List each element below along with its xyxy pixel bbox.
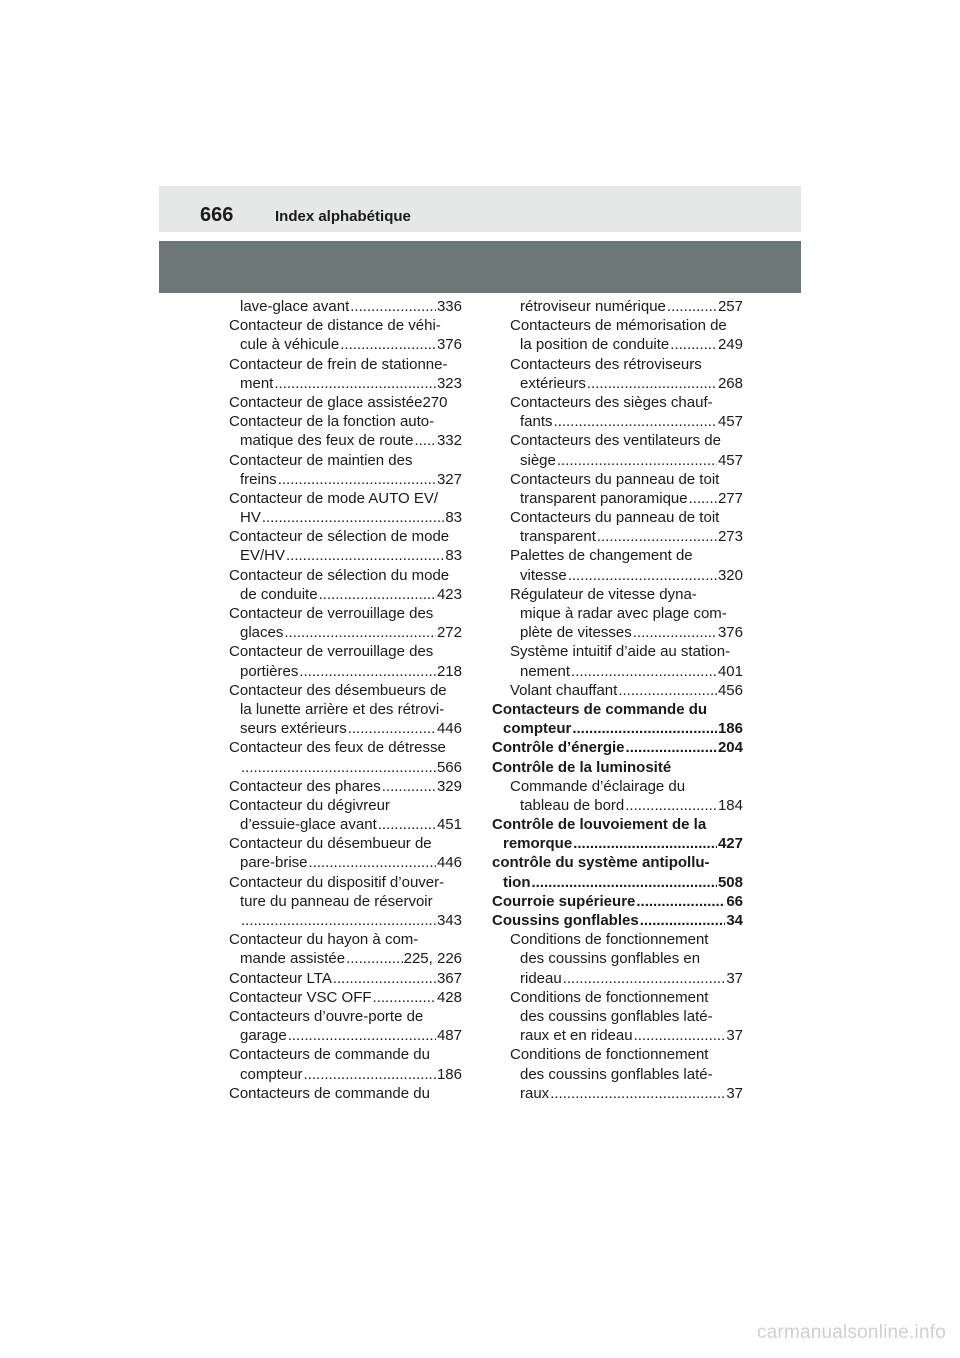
index-entry-text: cule à véhicule bbox=[240, 336, 340, 354]
dot-leader bbox=[618, 681, 717, 700]
index-entry-line bbox=[229, 1026, 462, 1045]
index-entry-line bbox=[229, 355, 462, 374]
index-entry-line bbox=[492, 834, 743, 853]
dot-leader bbox=[288, 1026, 436, 1045]
index-entry-text: Courroie supérieure bbox=[492, 892, 636, 910]
index-entry-line bbox=[492, 988, 743, 1007]
dot-leader bbox=[241, 911, 436, 930]
index-entry-text: d’essuie-glace avant bbox=[240, 816, 377, 834]
dot-leader bbox=[626, 738, 717, 757]
index-entry-line bbox=[492, 527, 743, 546]
dot-leader bbox=[284, 623, 436, 642]
index-entry-page: 566 bbox=[436, 758, 462, 776]
dot-leader bbox=[557, 451, 717, 470]
index-entry-line bbox=[492, 758, 743, 777]
index-entry-line bbox=[492, 316, 743, 335]
watermark: carmanualsonline.info bbox=[756, 1322, 946, 1343]
index-entry-page: 457 bbox=[717, 413, 743, 431]
index-entry-line bbox=[492, 585, 743, 604]
index-entry-text: Conditions de fonctionnement bbox=[510, 931, 709, 949]
dot-leader bbox=[309, 853, 436, 872]
index-entry-text: Contacteurs des rétroviseurs bbox=[510, 355, 702, 373]
index-entry-line bbox=[492, 777, 743, 796]
index-entry-text: garage bbox=[240, 1027, 287, 1045]
index-entry-page: 456 bbox=[717, 681, 743, 699]
index-entry-line bbox=[492, 969, 743, 988]
index-entry-page: 83 bbox=[445, 509, 462, 527]
index-entry-text: compteur bbox=[240, 1065, 303, 1083]
dot-leader bbox=[532, 873, 717, 892]
index-entry-page: 446 bbox=[436, 854, 462, 872]
index-entry-text: tion bbox=[503, 873, 531, 891]
index-entry-page: 83 bbox=[445, 547, 462, 565]
index-entry-line bbox=[492, 873, 743, 892]
index-entry-page: 204 bbox=[717, 739, 743, 757]
index-entry-text: Commande d’éclairage du bbox=[510, 777, 686, 795]
index-entry-line bbox=[229, 489, 462, 508]
index-entry-line bbox=[492, 566, 743, 585]
index-entry-text: EV/HV bbox=[240, 547, 286, 565]
dot-leader bbox=[340, 335, 436, 354]
index-entry-text: Contacteur de mode AUTO EV/ bbox=[229, 489, 438, 507]
index-entry-line bbox=[229, 335, 462, 354]
index-entry-page: 34 bbox=[726, 912, 743, 929]
index-entry-line bbox=[229, 738, 462, 757]
index-entry-page: 508 bbox=[717, 873, 743, 891]
index-entry-line bbox=[229, 316, 462, 335]
index-entry-page: 218 bbox=[436, 662, 462, 680]
index-entry-page: 428 bbox=[436, 988, 462, 1006]
index-entry-text: mique à radar avec plage com- bbox=[520, 605, 727, 622]
index-entry-text: extérieurs bbox=[520, 374, 586, 392]
index-entry-line bbox=[229, 949, 462, 968]
index-entry-line bbox=[229, 642, 462, 661]
dot-leader bbox=[414, 431, 436, 450]
index-entry-page: 225, 226 bbox=[403, 950, 462, 968]
index-entry-line bbox=[229, 853, 462, 872]
index-entry-line bbox=[229, 969, 462, 988]
index-entry-line bbox=[492, 431, 743, 450]
index-entry-text: la lunette arrière et des rétrovi- bbox=[240, 700, 445, 718]
index-entry-text: Palettes de changement de bbox=[510, 547, 693, 565]
index-entry-text: Contacteur du désembueur de bbox=[229, 835, 432, 853]
index-entry-line bbox=[229, 1007, 462, 1026]
index-entry-text: ment bbox=[240, 374, 274, 392]
index-entry-page: 323 bbox=[436, 374, 462, 392]
index-entry-page: 273 bbox=[717, 528, 743, 546]
index-entry-text: Coussins gonflables bbox=[492, 912, 639, 929]
dot-leader bbox=[587, 374, 717, 393]
index-column-left bbox=[229, 297, 462, 1103]
index-entry-page: 268 bbox=[717, 374, 743, 392]
index-entry-line bbox=[492, 815, 743, 834]
dot-leader bbox=[319, 585, 436, 604]
index-entry-text: Contrôle d’énergie bbox=[492, 739, 625, 757]
index-entry-line bbox=[492, 335, 743, 354]
index-entry-text: ture du panneau de réservoir bbox=[240, 892, 433, 910]
index-entry-page: 376 bbox=[436, 336, 462, 354]
index-entry-text: lave-glace avant bbox=[240, 298, 350, 315]
index-entry-text: des coussins gonflables laté- bbox=[520, 1007, 713, 1025]
dot-leader bbox=[333, 969, 436, 988]
dot-leader bbox=[274, 374, 436, 393]
index-entry-line bbox=[229, 796, 462, 815]
index-entry-line bbox=[492, 738, 743, 757]
index-entry-text: Contacteurs de mémorisation de bbox=[510, 317, 727, 335]
index-entry-text: matique des feux de route bbox=[240, 432, 414, 450]
index-entry-line bbox=[229, 892, 462, 911]
index-entry-line bbox=[229, 623, 462, 642]
dot-leader bbox=[550, 1084, 725, 1103]
index-entry-text: mande assistée bbox=[240, 950, 346, 968]
index-entry-text: HV bbox=[240, 509, 261, 527]
index-entry-text: Régulateur de vitesse dyna- bbox=[510, 585, 697, 603]
index-entry-text: Contacteur de frein de stationne- bbox=[229, 355, 448, 373]
index-entry-text: des coussins gonflables en bbox=[520, 950, 701, 968]
dot-leader bbox=[633, 623, 717, 642]
dot-leader bbox=[382, 777, 436, 796]
index-entry-text: Contacteurs du panneau de toit bbox=[510, 470, 720, 488]
dot-leader bbox=[625, 796, 717, 815]
index-entry-line bbox=[229, 604, 462, 623]
dot-leader bbox=[573, 834, 717, 853]
index-entry-line bbox=[229, 662, 462, 681]
index-entry-line bbox=[492, 508, 743, 527]
index-entry-page: 427 bbox=[717, 835, 743, 853]
index-entry-text: Contacteur du dispositif d’ouver- bbox=[229, 873, 445, 891]
index-entry-text: Contacteurs de commande du bbox=[229, 1084, 430, 1102]
index-entry-line bbox=[229, 988, 462, 1007]
index-entry-text: Volant chauffant bbox=[510, 681, 618, 699]
index-entry-text: raux bbox=[520, 1084, 550, 1102]
index-entry-text: Contacteur des phares bbox=[229, 777, 381, 795]
index-entry-page: 37 bbox=[726, 1027, 743, 1045]
index-entry-text: Contacteurs d’ouvre-porte de bbox=[229, 1007, 424, 1025]
index-entry-page: 336 bbox=[436, 298, 462, 315]
index-entry-line bbox=[229, 297, 462, 316]
index-entry-line bbox=[492, 1084, 743, 1103]
index-entry-line bbox=[492, 911, 743, 930]
index-entry-page: 367 bbox=[436, 969, 462, 987]
index-entry-line bbox=[492, 681, 743, 700]
index-entry-text: Contacteur de la fonction auto- bbox=[229, 413, 435, 431]
index-entry-text: Contacteur LTA bbox=[229, 969, 332, 987]
dot-leader bbox=[304, 1065, 436, 1084]
index-entry-text: Contacteurs de commande du bbox=[492, 700, 708, 718]
index-entry-page: 186 bbox=[717, 720, 743, 738]
index-entry-line bbox=[229, 719, 462, 738]
index-entry-line bbox=[492, 546, 743, 565]
index-entry-line bbox=[492, 1026, 743, 1045]
index-entry-text: Contrôle de la luminosité bbox=[492, 758, 672, 776]
index-entry-line bbox=[229, 873, 462, 892]
dot-leader bbox=[299, 662, 436, 681]
index-entry-line bbox=[492, 470, 743, 489]
index-entry-line bbox=[492, 930, 743, 949]
index-entry-line bbox=[492, 623, 743, 642]
dot-leader bbox=[278, 470, 436, 489]
index-entry-line bbox=[492, 297, 743, 316]
index-entry-page: 272 bbox=[436, 624, 462, 642]
dot-leader bbox=[563, 969, 726, 988]
index-entry-text: Contacteur des désembueurs de bbox=[229, 681, 447, 699]
index-entry-line bbox=[492, 1045, 743, 1064]
dot-leader bbox=[572, 719, 717, 738]
index-entry-page: 329 bbox=[436, 777, 462, 795]
index-entry-text: transparent bbox=[520, 528, 596, 546]
index-entry-line bbox=[229, 758, 462, 777]
index-entry-line bbox=[492, 604, 743, 623]
index-entry-line bbox=[492, 700, 743, 719]
index-entry-text: Contrôle de louvoiement de la bbox=[492, 816, 707, 834]
index-entry-page: 343 bbox=[436, 912, 462, 929]
index-entry-text: Contacteurs des ventilateurs de bbox=[510, 432, 721, 450]
index-entry-page: 332 bbox=[436, 432, 462, 450]
index-entry-text: Contacteurs de commande du bbox=[229, 1046, 430, 1064]
index-entry-line bbox=[229, 527, 462, 546]
index-entry-text: contrôle du système antipollu- bbox=[492, 854, 710, 872]
index-entry-line bbox=[229, 566, 462, 585]
index-entry-text: Contacteur de glace assistée bbox=[229, 393, 423, 411]
index-entry-text: Contacteurs du panneau de toit bbox=[510, 509, 720, 527]
index-entry-text: remorque bbox=[503, 835, 573, 853]
index-entry-text: Contacteur des feux de détresse bbox=[229, 739, 446, 757]
index-entry-line bbox=[229, 700, 462, 719]
index-entry-line bbox=[229, 412, 462, 431]
section-title: Index alphabétique bbox=[275, 208, 411, 225]
dot-leader bbox=[373, 988, 436, 1007]
index-entry-page: 320 bbox=[717, 566, 743, 584]
dot-leader bbox=[346, 949, 403, 968]
dot-leader bbox=[597, 527, 717, 546]
header-gray-bar bbox=[159, 241, 801, 293]
dot-leader bbox=[634, 1026, 726, 1045]
index-entry-page: 457 bbox=[717, 451, 743, 469]
dot-leader bbox=[568, 566, 717, 585]
index-entry-line bbox=[492, 853, 743, 872]
dot-leader bbox=[636, 892, 725, 911]
dot-leader bbox=[262, 508, 444, 527]
index-entry-page: 327 bbox=[436, 470, 462, 488]
index-entry-line bbox=[229, 1065, 462, 1084]
index-entry-text: Contacteur de sélection du mode bbox=[229, 566, 450, 584]
index-entry-text: Conditions de fonctionnement bbox=[510, 1046, 709, 1064]
index-entry-line bbox=[229, 374, 462, 393]
dot-leader bbox=[350, 297, 436, 316]
dot-leader bbox=[667, 297, 717, 316]
index-entry-page: 37 bbox=[726, 1084, 743, 1102]
index-entry-text: Contacteur VSC OFF bbox=[229, 988, 372, 1006]
index-entry-page: 257 bbox=[717, 298, 743, 315]
dot-leader bbox=[689, 489, 717, 508]
index-entry-text: portières bbox=[240, 662, 299, 680]
index-entry-page: 277 bbox=[717, 489, 743, 507]
index-entry-text: vitesse bbox=[520, 566, 567, 584]
index-entry-line bbox=[229, 911, 462, 930]
dot-leader bbox=[571, 662, 717, 681]
index-entry-text: la position de conduite bbox=[520, 336, 670, 354]
dot-leader bbox=[670, 335, 717, 354]
index-entry-text: transparent panoramique bbox=[520, 489, 688, 507]
index-entry-text: raux et en rideau bbox=[520, 1027, 633, 1045]
index-entry-text: Contacteur du dégivreur bbox=[229, 796, 390, 814]
dot-leader bbox=[640, 911, 726, 930]
index-entry-line bbox=[229, 834, 462, 853]
index-entry-line bbox=[229, 681, 462, 700]
index-entry-line bbox=[492, 719, 743, 738]
index-entry-page: 37 bbox=[726, 969, 743, 987]
dot-leader bbox=[241, 758, 436, 777]
index-entry-line bbox=[229, 508, 462, 527]
index-entry-line bbox=[492, 393, 743, 412]
index-entry-line bbox=[229, 431, 462, 450]
index-entry-text: Contacteur de sélection de mode bbox=[229, 528, 450, 546]
index-entry-text: rétroviseur numérique bbox=[520, 298, 666, 315]
index-entry-page: 401 bbox=[717, 662, 743, 680]
index-entry-page: 451 bbox=[436, 816, 462, 834]
index-entry-line bbox=[229, 585, 462, 604]
index-entry-line bbox=[229, 815, 462, 834]
index-entry-text: Contacteur de verrouillage des bbox=[229, 605, 434, 622]
index-entry-line bbox=[229, 546, 462, 565]
index-entry-line bbox=[492, 1007, 743, 1026]
index-entry-text: pare-brise bbox=[240, 854, 308, 872]
index-entry-text: glaces bbox=[240, 624, 284, 642]
index-entry-line bbox=[229, 777, 462, 796]
index-entry-text: freins bbox=[240, 470, 277, 488]
index-entry-line bbox=[492, 662, 743, 681]
index-entry-line bbox=[229, 930, 462, 949]
index-entry-line bbox=[492, 1065, 743, 1084]
dot-leader bbox=[348, 719, 436, 738]
page-number: 666 bbox=[200, 204, 234, 226]
index-entry-text: compteur bbox=[503, 720, 572, 738]
index-entry-line bbox=[492, 355, 743, 374]
header-band bbox=[159, 186, 801, 232]
dot-leader bbox=[286, 546, 444, 565]
index-entry-line bbox=[492, 412, 743, 431]
index-entry-text: plète de vitesses bbox=[520, 624, 632, 642]
index-entry-line bbox=[492, 451, 743, 470]
index-entry-text: Contacteur de maintien des bbox=[229, 451, 413, 469]
index-entry-text: seurs extérieurs bbox=[240, 720, 347, 738]
index-entry-page: 186 bbox=[436, 1065, 462, 1083]
index-entry-text: fants bbox=[520, 413, 553, 431]
index-entry-text: des coussins gonflables laté- bbox=[520, 1065, 713, 1083]
dot-leader bbox=[554, 412, 717, 431]
index-entry-page: 423 bbox=[436, 585, 462, 603]
index-entry-line bbox=[492, 796, 743, 815]
index-entry-line bbox=[229, 393, 462, 412]
index-entry-text: tableau de bord bbox=[520, 796, 625, 814]
index-entry-page: 376 bbox=[717, 624, 743, 642]
index-entry-text: Contacteur de verrouillage des bbox=[229, 643, 434, 661]
index-entry-page: 249 bbox=[717, 336, 743, 354]
index-entry-text: nement bbox=[520, 662, 571, 680]
index-entry-line bbox=[492, 642, 743, 661]
index-entry-page: 270 bbox=[422, 393, 448, 411]
index-entry-line bbox=[229, 470, 462, 489]
dot-leader bbox=[378, 815, 436, 834]
index-entry-page: 66 bbox=[726, 892, 743, 910]
index-entry-line bbox=[492, 489, 743, 508]
index-column-right bbox=[492, 297, 743, 1103]
index-entry-line bbox=[229, 451, 462, 470]
index-entry-line bbox=[229, 1084, 462, 1103]
index-entry-text: de conduite bbox=[240, 585, 318, 603]
index-entry-text: siège bbox=[520, 451, 556, 469]
index-entry-text: Système intuitif d’aide au station- bbox=[510, 643, 731, 661]
index-entry-page: 446 bbox=[436, 720, 462, 738]
index-entry-line bbox=[492, 892, 743, 911]
index-entry-line bbox=[492, 949, 743, 968]
index-entry-text: Contacteurs des sièges chauf- bbox=[510, 393, 713, 411]
index-entry-text: rideau bbox=[520, 969, 562, 987]
index-entry-text: Conditions de fonctionnement bbox=[510, 988, 709, 1006]
index-entry-page: 487 bbox=[436, 1027, 462, 1045]
index-entry-text: Contacteur de distance de véhi- bbox=[229, 317, 441, 335]
index-entry-text: Contacteur du hayon à com- bbox=[229, 931, 419, 949]
index-entry-page: 184 bbox=[717, 796, 743, 814]
index-entry-line bbox=[492, 374, 743, 393]
index-entry-line bbox=[229, 1045, 462, 1064]
